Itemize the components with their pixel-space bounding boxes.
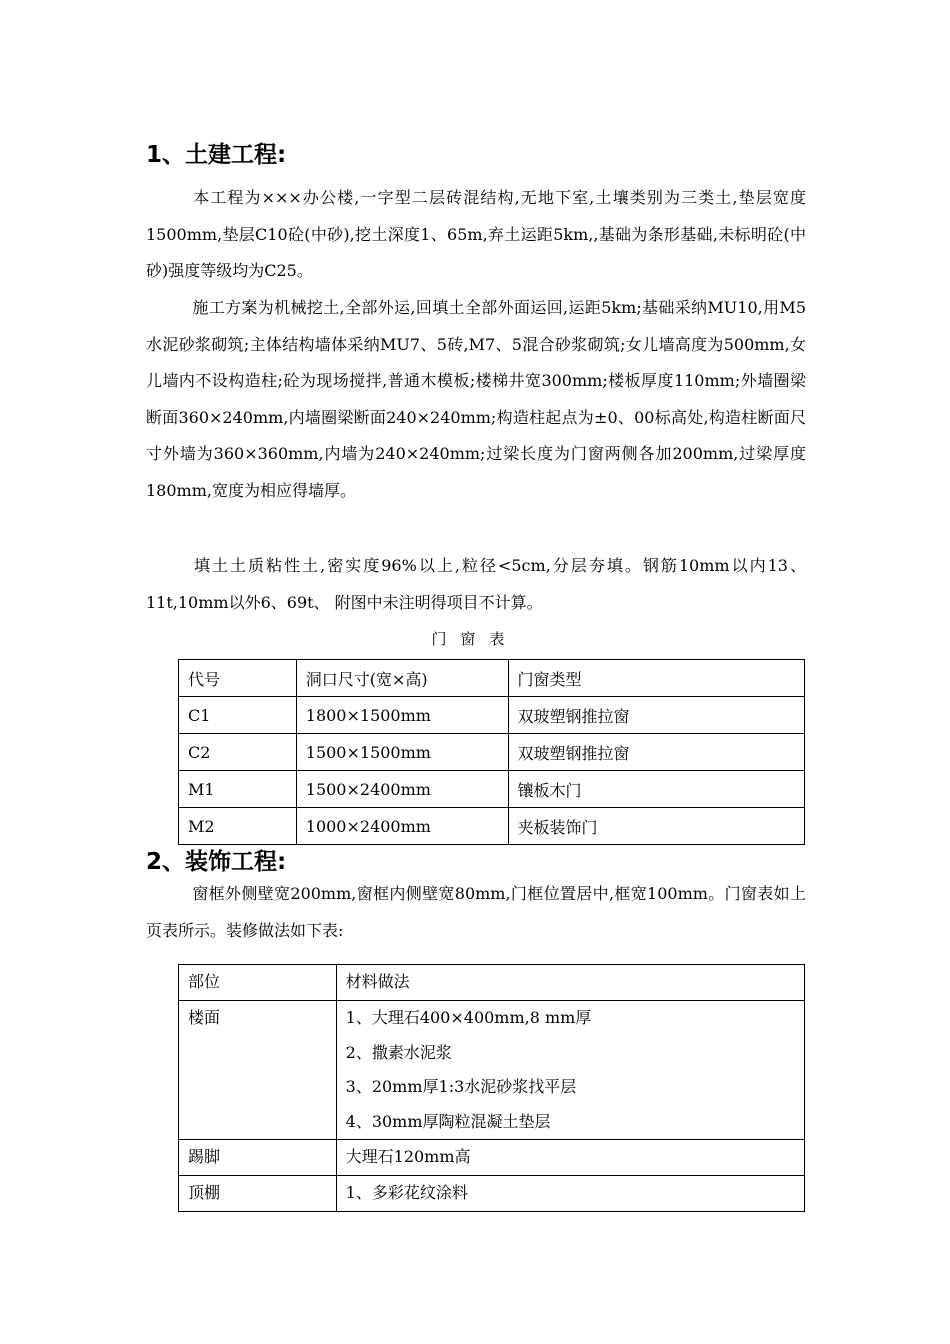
table-cell [336,1001,804,1140]
table-row [179,1176,805,1212]
table-cell: 镶板木门 [508,771,804,808]
table-row [179,697,805,734]
table-cell: 顶棚 [179,1176,337,1212]
paragraph-construction-plan [146,290,806,509]
header-cell: 材料做法 [336,965,804,1001]
header-cell: 洞口尺寸(宽×高) [296,660,508,697]
table-row [179,1001,805,1140]
paragraph-text: 本工程为×××办公楼,一字型二层砖混结构,无地下室,土壤类别为三类土,垫层宽度1500mm,垫层C10砼(中砂),挖土深度1、65m,弃土运距5km,,基础为条形基础,未标明砼(中砂)强度等级均为C25。 [146,188,806,280]
floor-step: 1、大理石400×400mm,8 mm厚 [345,1008,592,1027]
table-cell: C1 [179,697,297,734]
table-row [179,771,805,808]
table-header-row [179,660,805,697]
floor-step: 2、撒素水泥浆 [345,1042,452,1062]
table-cell: 1500×1500mm [296,734,508,771]
table-cell: 大理石120mm高 [336,1140,804,1176]
door-table-caption: 门窗表 [431,630,519,648]
table-header-row [179,965,805,1001]
header-cell: 代号 [179,660,297,697]
table-row [179,808,805,845]
table-cell: 1、多彩花纹涂料 [336,1176,804,1212]
section-heading-civil: 1、土建工程: [146,142,287,168]
table-cell: 1800×1500mm [296,697,508,734]
table-cell: M1 [179,771,297,808]
header-cell: 部位 [179,965,337,1001]
floor-step: 3、20mm厚1:3水泥砂浆找平层 [345,1077,577,1096]
table-cell: 踢脚 [179,1140,337,1176]
table-cell: M2 [179,808,297,845]
decoration-table [178,964,805,1212]
floor-step: 4、30mm厚陶粒混凝土垫层 [345,1111,551,1131]
paragraph-text: 窗框外侧壁宽200mm,窗框内侧壁宽80mm,门框位置居中,框宽100mm。门窗表如上页表所示。装修做法如下表: [146,884,806,940]
door-window-table [178,659,805,845]
header-cell: 门窗类型 [508,660,804,697]
table-cell: C2 [179,734,297,771]
table-row [179,734,805,771]
paragraph-frame-spec [146,876,806,949]
table-cell: 楼面 [179,1001,337,1140]
section-heading-decoration: 2、装饰工程: [146,849,287,875]
paragraph-text: 填土土质粘性土,密实度96%以上,粒径<5cm,分层夯填。钢筋10mm以内13、11t,10mm以外6、69t、 附图中未注明得项目不计算。 [146,556,806,612]
table-cell: 夹板装饰门 [508,808,804,845]
paragraph-backfill [146,548,806,621]
paragraph-project-overview [146,180,806,290]
table-row [179,1140,805,1176]
table-cell: 1500×2400mm [296,771,508,808]
table-cell: 1000×2400mm [296,808,508,845]
table-cell: 双玻塑钢推拉窗 [508,697,804,734]
table-cell: 双玻塑钢推拉窗 [508,734,804,771]
paragraph-text: 施工方案为机械挖土,全部外运,回填土全部外面运回,运距5km;基础采纳MU10,用M5水泥砂浆砌筑;主体结构墙体采纳MU7、5砖,M7、5混合砂浆砌筑;女儿墙高度为500mm,女儿墙内不设构造柱;砼为现场搅拌,普通木模板;楼梯井宽300mm;楼板厚度110mm;外墙圈梁断面360×240mm,内墙圈梁断面240×240mm;构造柱起点为±0、00标高处,构造柱断面尺寸外墙为360×360mm,内墙为240×240mm;过梁长度为门窗两侧各加200mm,过梁厚度180mm,宽度为相应得墙厚。 [146,298,806,500]
